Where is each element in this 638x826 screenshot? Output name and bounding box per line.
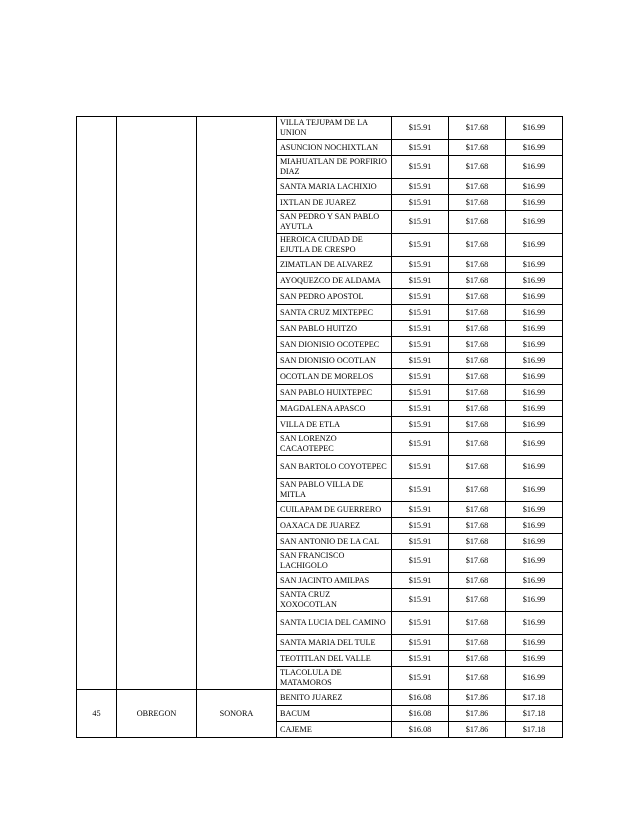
price-cell-3: $16.99 xyxy=(506,385,563,401)
price-cell-2: $17.86 xyxy=(449,690,506,706)
price-cell-3: $16.99 xyxy=(506,502,563,518)
price-cell-1: $15.91 xyxy=(392,573,449,589)
price-cell-3: $16.99 xyxy=(506,234,563,257)
price-cell-2: $17.68 xyxy=(449,156,506,179)
price-cell-2: $17.68 xyxy=(449,305,506,321)
group-number-cell xyxy=(77,117,117,690)
municipio-cell: SAN LORENZO CACAOTEPEC xyxy=(277,433,392,456)
price-cell-2: $17.68 xyxy=(449,550,506,573)
price-cell-3: $17.18 xyxy=(506,690,563,706)
price-cell-1: $15.91 xyxy=(392,456,449,479)
zone-cell xyxy=(117,117,197,690)
price-cell-1: $15.91 xyxy=(392,433,449,456)
municipio-cell: SAN DIONISIO OCOTLAN xyxy=(277,353,392,369)
price-cell-3: $16.99 xyxy=(506,321,563,337)
price-cell-3: $16.99 xyxy=(506,179,563,195)
price-cell-3: $16.99 xyxy=(506,369,563,385)
price-cell-1: $16.08 xyxy=(392,722,449,738)
state-cell xyxy=(197,117,277,690)
price-cell-1: $15.91 xyxy=(392,117,449,140)
municipio-cell: MAGDALENA APASCO xyxy=(277,401,392,417)
municipio-cell: CUILAPAM DE GUERRERO xyxy=(277,502,392,518)
price-cell-1: $15.91 xyxy=(392,156,449,179)
price-cell-2: $17.68 xyxy=(449,456,506,479)
price-cell-3: $16.99 xyxy=(506,635,563,651)
municipio-cell: TEOTITLAN DEL VALLE xyxy=(277,651,392,667)
price-cell-3: $16.99 xyxy=(506,140,563,156)
price-cell-1: $15.91 xyxy=(392,273,449,289)
municipio-cell: BACUM xyxy=(277,706,392,722)
price-cell-3: $16.99 xyxy=(506,211,563,234)
price-cell-2: $17.68 xyxy=(449,321,506,337)
municipio-cell: TLACOLULA DE MATAMOROS xyxy=(277,667,392,690)
price-cell-3: $16.99 xyxy=(506,612,563,635)
price-cell-3: $16.99 xyxy=(506,433,563,456)
price-cell-1: $15.91 xyxy=(392,369,449,385)
price-cell-2: $17.68 xyxy=(449,353,506,369)
price-cell-3: $16.99 xyxy=(506,573,563,589)
price-cell-3: $16.99 xyxy=(506,401,563,417)
municipio-cell: SANTA CRUZ MIXTEPEC xyxy=(277,305,392,321)
price-cell-2: $17.68 xyxy=(449,385,506,401)
price-cell-2: $17.68 xyxy=(449,195,506,211)
price-cell-2: $17.68 xyxy=(449,117,506,140)
price-cell-2: $17.68 xyxy=(449,518,506,534)
municipio-cell: OCOTLAN DE MORELOS xyxy=(277,369,392,385)
table-row xyxy=(77,690,563,706)
price-cell-1: $15.91 xyxy=(392,385,449,401)
price-cell-2: $17.68 xyxy=(449,337,506,353)
municipio-cell: MIAHUATLAN DE PORFIRIO DIAZ xyxy=(277,156,392,179)
municipio-cell: VILLA DE ETLA xyxy=(277,417,392,433)
price-cell-1: $15.91 xyxy=(392,401,449,417)
price-cell-1: $15.91 xyxy=(392,612,449,635)
municipio-cell: BENITO JUAREZ xyxy=(277,690,392,706)
municipio-cell: SAN PABLO VILLA DE MITLA xyxy=(277,479,392,502)
price-cell-2: $17.68 xyxy=(449,257,506,273)
municipio-cell: SAN DIONISIO OCOTEPEC xyxy=(277,337,392,353)
price-cell-2: $17.68 xyxy=(449,534,506,550)
price-cell-1: $15.91 xyxy=(392,534,449,550)
municipio-cell: SAN ANTONIO DE LA CAL xyxy=(277,534,392,550)
price-cell-2: $17.68 xyxy=(449,401,506,417)
price-cell-3: $16.99 xyxy=(506,456,563,479)
price-cell-1: $15.91 xyxy=(392,211,449,234)
municipio-cell: SAN PABLO HUITZO xyxy=(277,321,392,337)
price-cell-3: $16.99 xyxy=(506,589,563,612)
price-cell-1: $16.08 xyxy=(392,690,449,706)
municipio-cell: SANTA MARIA LACHIXIO xyxy=(277,179,392,195)
price-cell-3: $16.99 xyxy=(506,651,563,667)
price-cell-1: $15.91 xyxy=(392,257,449,273)
price-table-body xyxy=(77,117,563,738)
table-row xyxy=(77,117,563,140)
municipio-cell: SAN PEDRO APOSTOL xyxy=(277,289,392,305)
price-cell-3: $16.99 xyxy=(506,479,563,502)
price-cell-3: $16.99 xyxy=(506,257,563,273)
price-cell-1: $15.91 xyxy=(392,353,449,369)
price-cell-3: $16.99 xyxy=(506,289,563,305)
price-cell-1: $15.91 xyxy=(392,179,449,195)
price-cell-2: $17.68 xyxy=(449,234,506,257)
price-cell-2: $17.68 xyxy=(449,612,506,635)
price-cell-2: $17.68 xyxy=(449,502,506,518)
price-cell-2: $17.68 xyxy=(449,635,506,651)
price-cell-1: $15.91 xyxy=(392,337,449,353)
group-number-cell: 45 xyxy=(77,690,117,738)
price-cell-2: $17.68 xyxy=(449,179,506,195)
price-cell-1: $15.91 xyxy=(392,305,449,321)
municipio-cell: VILLA TEJUPAM DE LA UNION xyxy=(277,117,392,140)
municipio-cell: ZIMATLAN DE ALVAREZ xyxy=(277,257,392,273)
municipio-cell: IXTLAN DE JUAREZ xyxy=(277,195,392,211)
price-cell-1: $15.91 xyxy=(392,140,449,156)
price-cell-2: $17.68 xyxy=(449,417,506,433)
price-cell-1: $15.91 xyxy=(392,635,449,651)
price-cell-3: $16.99 xyxy=(506,273,563,289)
price-cell-2: $17.68 xyxy=(449,433,506,456)
state-cell: SONORA xyxy=(197,690,277,738)
price-cell-2: $17.68 xyxy=(449,573,506,589)
price-cell-2: $17.86 xyxy=(449,706,506,722)
price-cell-1: $15.91 xyxy=(392,321,449,337)
price-cell-1: $15.91 xyxy=(392,289,449,305)
price-cell-2: $17.68 xyxy=(449,589,506,612)
municipio-cell: SAN FRANCISCO LACHIGOLO xyxy=(277,550,392,573)
municipio-cell: ASUNCION NOCHIXTLAN xyxy=(277,140,392,156)
price-cell-3: $16.99 xyxy=(506,195,563,211)
price-cell-1: $15.91 xyxy=(392,518,449,534)
price-cell-3: $16.99 xyxy=(506,550,563,573)
price-cell-3: $17.18 xyxy=(506,722,563,738)
price-cell-1: $15.91 xyxy=(392,479,449,502)
municipio-cell: HEROICA CIUDAD DE EJUTLA DE CRESPO xyxy=(277,234,392,257)
price-cell-1: $15.91 xyxy=(392,417,449,433)
municipio-cell: AYOQUEZCO DE ALDAMA xyxy=(277,273,392,289)
price-cell-3: $16.99 xyxy=(506,534,563,550)
price-cell-1: $15.91 xyxy=(392,195,449,211)
price-cell-3: $16.99 xyxy=(506,667,563,690)
price-cell-1: $15.91 xyxy=(392,667,449,690)
price-cell-3: $16.99 xyxy=(506,117,563,140)
price-cell-3: $16.99 xyxy=(506,417,563,433)
price-cell-3: $17.18 xyxy=(506,706,563,722)
price-cell-2: $17.68 xyxy=(449,369,506,385)
price-cell-2: $17.68 xyxy=(449,651,506,667)
price-table xyxy=(76,116,563,738)
price-cell-1: $15.91 xyxy=(392,550,449,573)
price-cell-2: $17.68 xyxy=(449,289,506,305)
municipio-cell: SANTA LUCIA DEL CAMINO xyxy=(277,612,392,635)
price-cell-1: $15.91 xyxy=(392,234,449,257)
zone-cell: OBREGON xyxy=(117,690,197,738)
price-cell-1: $15.91 xyxy=(392,651,449,667)
price-cell-3: $16.99 xyxy=(506,305,563,321)
price-cell-2: $17.68 xyxy=(449,211,506,234)
price-cell-2: $17.68 xyxy=(449,273,506,289)
price-cell-3: $16.99 xyxy=(506,156,563,179)
municipio-cell: SANTA CRUZ XOXOCOTLAN xyxy=(277,589,392,612)
price-cell-3: $16.99 xyxy=(506,353,563,369)
price-cell-2: $17.68 xyxy=(449,140,506,156)
price-cell-1: $15.91 xyxy=(392,502,449,518)
price-cell-1: $16.08 xyxy=(392,706,449,722)
municipio-cell: SAN BARTOLO COYOTEPEC xyxy=(277,456,392,479)
municipio-cell: OAXACA DE JUAREZ xyxy=(277,518,392,534)
price-cell-1: $15.91 xyxy=(392,589,449,612)
municipio-cell: SANTA MARIA DEL TULE xyxy=(277,635,392,651)
price-cell-2: $17.86 xyxy=(449,722,506,738)
price-cell-2: $17.68 xyxy=(449,479,506,502)
price-cell-3: $16.99 xyxy=(506,337,563,353)
municipio-cell: SAN PEDRO Y SAN PABLO AYUTLA xyxy=(277,211,392,234)
municipio-cell: SAN PABLO HUIXTEPEC xyxy=(277,385,392,401)
municipio-cell: CAJEME xyxy=(277,722,392,738)
price-cell-2: $17.68 xyxy=(449,667,506,690)
price-cell-3: $16.99 xyxy=(506,518,563,534)
municipio-cell: SAN JACINTO AMILPAS xyxy=(277,573,392,589)
